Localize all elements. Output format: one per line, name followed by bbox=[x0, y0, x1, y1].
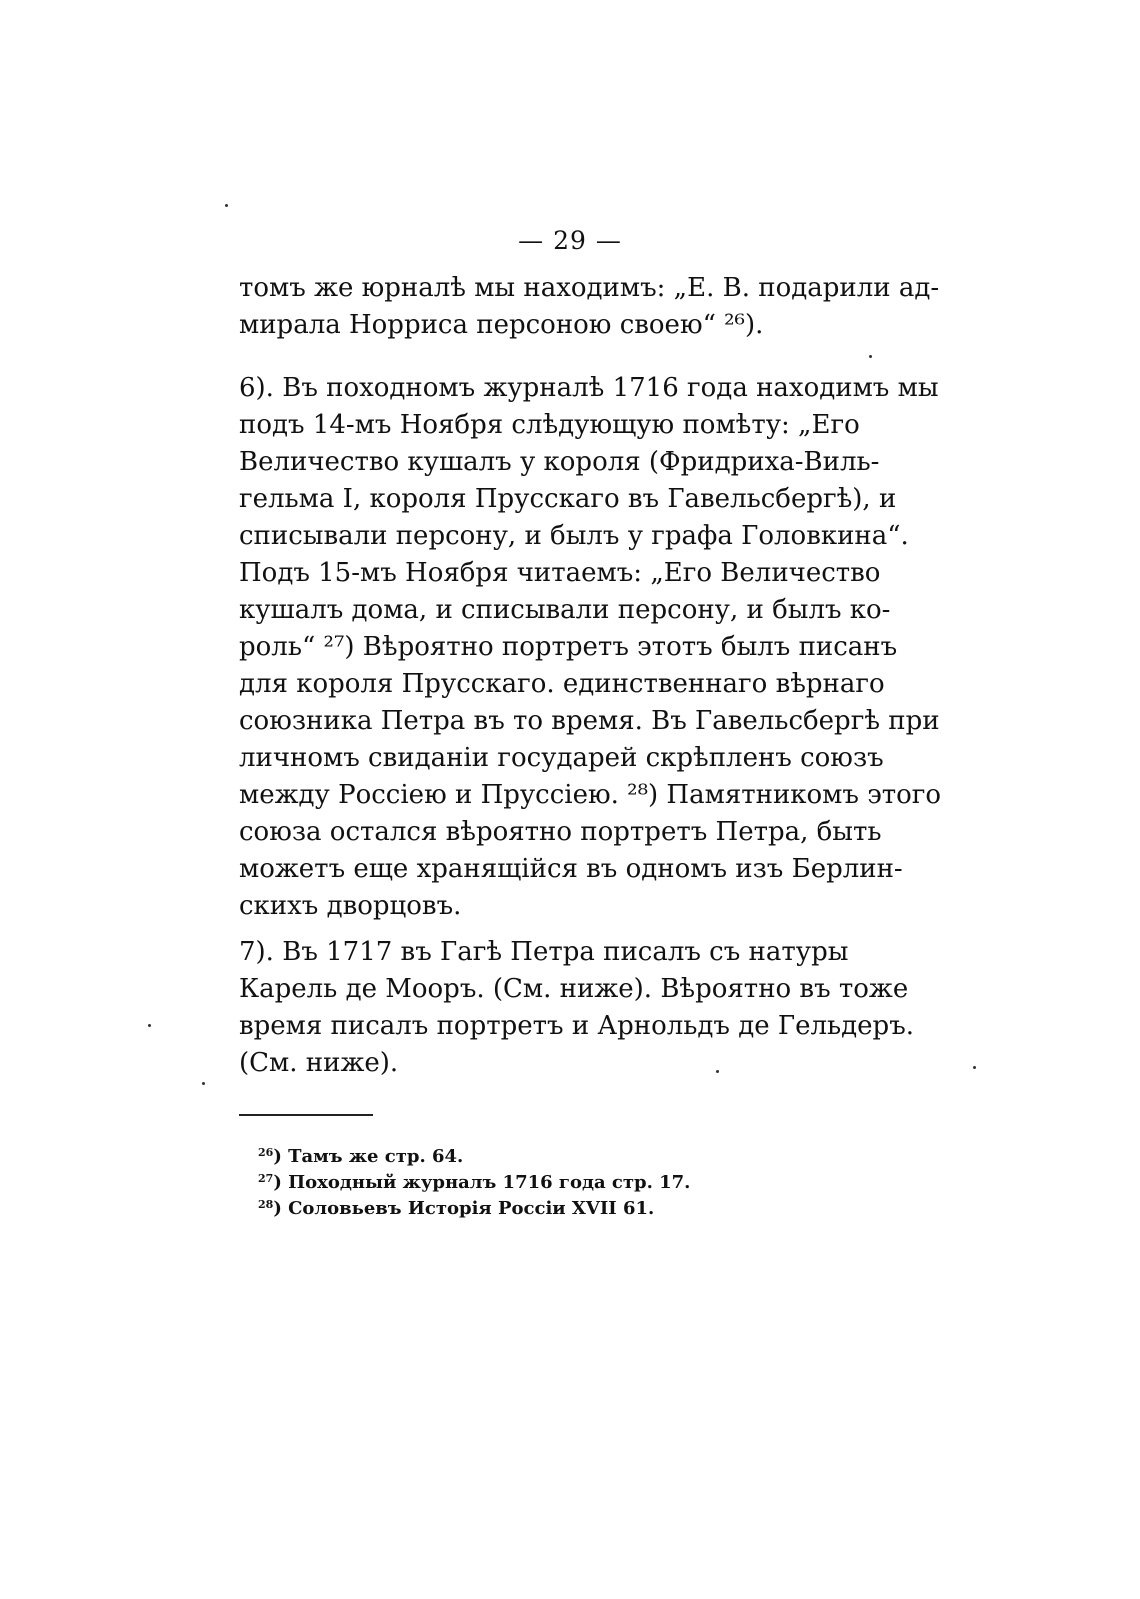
footnote-text: ) Соловьевъ Исторія Россіи XVII 61. bbox=[273, 1198, 655, 1219]
paragraph-7 bbox=[239, 934, 915, 1082]
text-line: можетъ еще хранящiйся въ одномъ изъ Берлин- bbox=[239, 854, 903, 884]
text-line: томъ же юрналѣ мы находимъ: „Е. В. подарили ад- bbox=[239, 273, 940, 303]
text-line: гельма I, короля Прусскаго въ Гавельсбергѣ), и bbox=[239, 484, 897, 514]
text-line: мирала Норриса персоною своею“ ²⁶). bbox=[239, 310, 764, 340]
footnote-28 bbox=[258, 1192, 818, 1218]
text-line: союза остался вѣроятно портретъ Петра, быть bbox=[239, 817, 882, 847]
footnote-27 bbox=[258, 1166, 818, 1192]
text-line: кушалъ дома, и списывали персону, и былъ ко- bbox=[239, 595, 891, 625]
text-line: списывали персону, и былъ у графа Головкина“. bbox=[239, 521, 909, 551]
scan-speck bbox=[202, 1082, 205, 1085]
text-line: 7). Въ 1717 въ Гагѣ Петра писалъ съ натуры bbox=[239, 937, 849, 967]
scan-speck bbox=[716, 1070, 719, 1073]
text-line: скихъ дворцовъ. bbox=[239, 891, 462, 921]
footnote-text: ) Тамъ же стр. 64. bbox=[273, 1146, 464, 1167]
scan-speck bbox=[148, 1024, 151, 1027]
text-line: (См. ниже). bbox=[239, 1048, 399, 1078]
footnote-26 bbox=[258, 1140, 818, 1166]
text-line: время писалъ портретъ и Арнольдъ де Гельдеръ. bbox=[239, 1011, 915, 1041]
text-line: союзника Петра въ то время. Въ Гавельсбергѣ при bbox=[239, 706, 940, 736]
text-line: подъ 14-мъ Ноября слѣдующую помѣту: „Его bbox=[239, 410, 860, 440]
continuation-paragraph bbox=[239, 270, 940, 344]
scan-speck bbox=[869, 355, 872, 358]
scan-speck bbox=[973, 1066, 976, 1069]
text-line: Карель де Мооръ. (См. ниже). Вѣроятно въ тоже bbox=[239, 974, 909, 1004]
text-line: для короля Прусскаго. единственнаго вѣрнаго bbox=[239, 669, 885, 699]
page-number: — 29 — bbox=[518, 226, 622, 255]
text-line: роль“ ²⁷) Вѣроятно портретъ этотъ былъ писанъ bbox=[239, 632, 898, 662]
footnote-marker: 28 bbox=[258, 1198, 274, 1211]
footnote-marker: 27 bbox=[258, 1172, 274, 1185]
paragraph-6 bbox=[239, 370, 942, 925]
text-line: Подъ 15-мъ Ноября читаемъ: „Его Величество bbox=[239, 558, 881, 588]
text-line: между Россiею и Пруссiею. ²⁸) Памятникомъ этого bbox=[239, 780, 942, 810]
footnotes bbox=[258, 1140, 818, 1218]
footnote-divider bbox=[239, 1114, 373, 1116]
text-line: 6). Въ походномъ журналѣ 1716 года находимъ мы bbox=[239, 373, 939, 403]
footnote-text: ) Походный журналъ 1716 года стр. 17. bbox=[273, 1172, 691, 1193]
footnote-marker: 26 bbox=[258, 1146, 274, 1159]
text-line: Величество кушалъ у короля (Фридриха-Виль- bbox=[239, 447, 880, 477]
scan-speck bbox=[225, 204, 228, 207]
text-line: личномъ свиданiи государей скрѣпленъ союзъ bbox=[239, 743, 884, 773]
